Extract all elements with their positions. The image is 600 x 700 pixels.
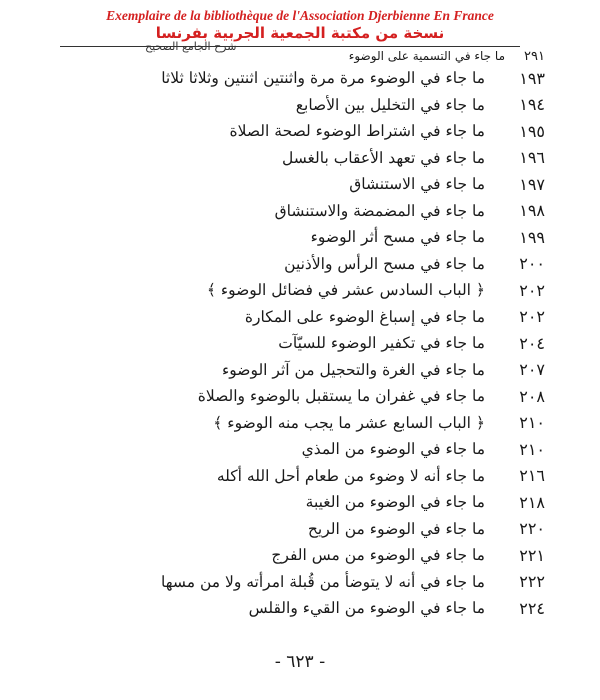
toc-entry-number: ٢٠٤ bbox=[519, 333, 545, 353]
toc-entry-title: ما جاء في اشتراط الوضوء لصحة الصلاة bbox=[229, 122, 485, 141]
toc-entries bbox=[45, 65, 545, 622]
toc-entry-title: ما جاء في الاستنشاق bbox=[349, 175, 485, 194]
toc-entry bbox=[45, 410, 545, 437]
toc-entry-title: ما جاء في الوضوء من الغيبة bbox=[305, 493, 485, 512]
toc-entry-title: ما جاء في غفران ما يستقبل بالوضوء والصلاة bbox=[197, 387, 485, 406]
toc-entry-number: ٢٢٢ bbox=[519, 572, 545, 592]
toc-entry bbox=[45, 304, 545, 331]
toc-entry-title: ما جاء في الغرة والتحجيل من آثر الوضوء bbox=[221, 360, 485, 379]
toc-entry bbox=[45, 542, 545, 569]
toc-entry-number: ٢٢٤ bbox=[519, 598, 545, 618]
toc-entry bbox=[45, 65, 545, 92]
toc-entry-title: ما جاء في الوضوء من الريح bbox=[307, 519, 485, 538]
toc-entry-title: ما جاء في تكفير الوضوء للسيّآت bbox=[278, 334, 485, 353]
toc-entry bbox=[45, 595, 545, 622]
toc-entry-title: ما جاء في مسح الرأس والأذنين bbox=[284, 254, 485, 273]
toc-entry-title: ما جاء في الوضوء مرة مرة واثنتين اثنتين وثلاثا ثلاثا bbox=[161, 69, 485, 88]
page-number: - ٦٢٣ - bbox=[274, 652, 326, 672]
toc-entry-number: ١٩٨ bbox=[519, 201, 545, 221]
toc-entry-title: ﴿ الباب السادس عشر في فضائل الوضوء ﴾ bbox=[206, 281, 485, 300]
toc-entry-number: ١٩٩ bbox=[519, 227, 545, 247]
table-of-contents bbox=[45, 47, 545, 622]
toc-entry-number: ٢٠٨ bbox=[519, 386, 545, 406]
toc-entry bbox=[45, 224, 545, 251]
toc-entry bbox=[45, 516, 545, 543]
library-stamp-arabic: نسخة من مكتبة الجمعية الجربية بفرنسا bbox=[155, 24, 445, 42]
toc-entry-title: ما جاء في الوضوء من القيء والقلس bbox=[248, 599, 485, 618]
toc-entry bbox=[45, 277, 545, 304]
toc-entry bbox=[45, 92, 545, 119]
toc-entry bbox=[45, 171, 545, 198]
toc-entry-title: ما جاء في المضمضة والاستنشاق bbox=[274, 201, 485, 220]
toc-entry bbox=[45, 436, 545, 463]
toc-entry-number: ٢٠٢ bbox=[519, 307, 545, 327]
toc-entry bbox=[45, 198, 545, 225]
toc-entry bbox=[45, 251, 545, 278]
toc-entry-title: ما جاء في التخليل بين الأصابع bbox=[295, 95, 485, 114]
toc-entry-number: ٢١٦ bbox=[519, 466, 545, 486]
toc-entry-number: ٢١٠ bbox=[519, 439, 545, 459]
library-stamp-french: Exemplaire de la bibliothèque de l'Association Djerbienne En France bbox=[106, 8, 494, 23]
toc-entry-number: ٢٢٠ bbox=[519, 519, 545, 539]
toc-entry bbox=[45, 383, 545, 410]
toc-entry bbox=[45, 463, 545, 490]
toc-entry bbox=[45, 569, 545, 596]
toc-entry-number: ٢٠٠ bbox=[519, 254, 545, 274]
running-title: شرح الجامع الصحيح bbox=[145, 40, 237, 53]
toc-entry-number: ١٩٧ bbox=[519, 174, 545, 194]
toc-entry-first bbox=[45, 47, 545, 65]
toc-entry-title: ﴿ الباب السابع عشر ما يجب منه الوضوء ﴾ bbox=[213, 413, 485, 432]
toc-entry-number: ٢٠٢ bbox=[519, 280, 545, 300]
toc-entry-title: ما جاء في التسمية على الوضوء bbox=[348, 49, 505, 63]
toc-entry-title: ما جاء في أنه لا يتوضأ من قُبلة امرأته ولا من مسها bbox=[161, 572, 485, 591]
toc-entry-title: ما جاء في تعهد الأعقاب بالغسل bbox=[281, 148, 485, 167]
toc-entry-title: ما جاء أنه لا وضوء من طعام أحل الله أكله bbox=[216, 466, 485, 485]
toc-entry-title: ما جاء في الوضوء من مس الفرج bbox=[271, 546, 485, 565]
toc-entry-title: ما جاء في إسباغ الوضوء على المكارة bbox=[244, 307, 485, 326]
toc-entry-number: ١٩٦ bbox=[519, 148, 545, 168]
toc-entry-number: ٢١٠ bbox=[519, 413, 545, 433]
toc-entry-title: ما جاء في الوضوء من المذي bbox=[301, 440, 485, 459]
toc-entry-number: ٢٢١ bbox=[519, 545, 545, 565]
toc-entry bbox=[45, 118, 545, 145]
toc-entry bbox=[45, 357, 545, 384]
toc-entry bbox=[45, 145, 545, 172]
toc-entry bbox=[45, 330, 545, 357]
toc-entry-number: ١٩٥ bbox=[519, 121, 545, 141]
toc-entry-number: ٢٩١ bbox=[524, 48, 545, 64]
toc-entry-number: ٢٠٧ bbox=[519, 360, 545, 380]
toc-entry bbox=[45, 489, 545, 516]
toc-entry-number: ١٩٤ bbox=[519, 95, 545, 115]
toc-entry-number: ١٩٣ bbox=[519, 68, 545, 88]
toc-entry-title: ما جاء في مسح أثر الوضوء bbox=[310, 228, 485, 247]
toc-entry-number: ٢١٨ bbox=[519, 492, 545, 512]
